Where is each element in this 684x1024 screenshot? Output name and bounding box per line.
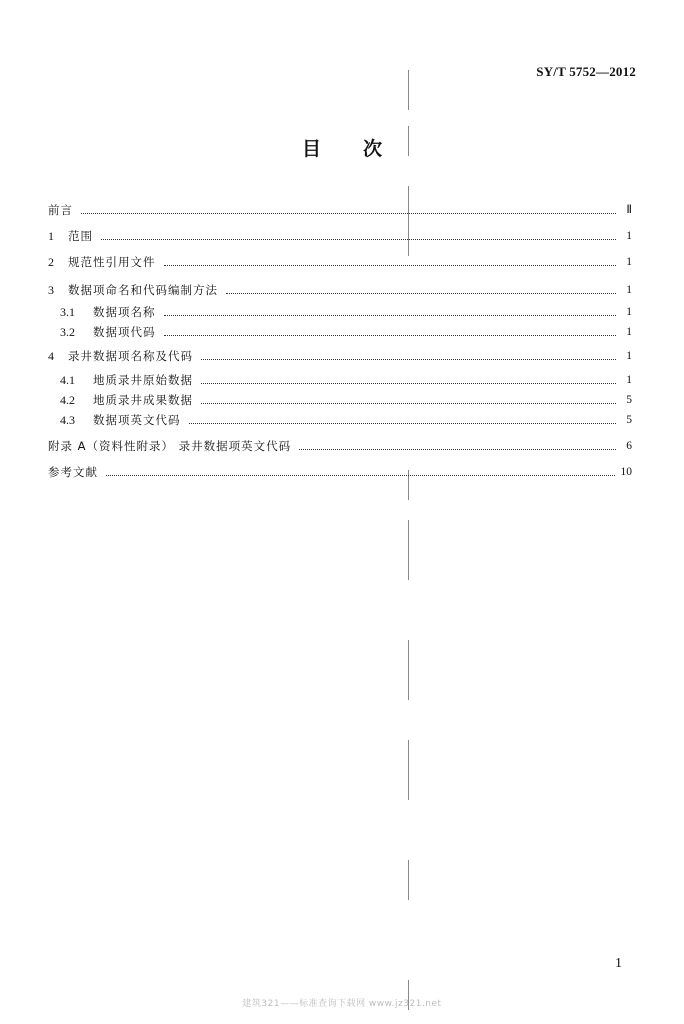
toc-label: 地质录井成果数据: [93, 393, 193, 407]
watermark: 建筑321——标准查询下载网 www.jz321.net: [242, 999, 442, 1009]
title-char-2: 次: [363, 138, 383, 160]
toc-number: 3: [48, 283, 54, 297]
toc-label: 数据项命名和代码编制方法: [68, 283, 218, 297]
toc-page: 5: [626, 414, 632, 426]
toc-page: 10: [620, 466, 632, 478]
toc-page: 1: [626, 306, 632, 318]
dot-leader: [164, 315, 617, 316]
toc-entry-4-3[interactable]: [60, 410, 632, 428]
toc-label: 规范性引用文件: [68, 255, 156, 269]
dot-leader: [101, 239, 616, 240]
toc-entry-4[interactable]: [48, 346, 632, 364]
dot-leader: [164, 265, 617, 266]
toc-number: 2: [48, 255, 54, 269]
toc-label: 前言: [48, 203, 73, 217]
toc-number: 4.2: [60, 393, 75, 407]
toc-entry-foreword[interactable]: [48, 200, 632, 218]
dot-leader: [81, 213, 616, 214]
toc-page: Ⅱ: [626, 204, 632, 216]
toc-page: 1: [626, 326, 632, 338]
toc-entry-4-1[interactable]: [60, 370, 632, 388]
toc-page: 5: [626, 394, 632, 406]
toc-number: 3.1: [60, 305, 75, 319]
scan-line-artifact: [408, 640, 409, 700]
toc-page: 1: [626, 284, 632, 296]
dot-leader: [201, 403, 616, 404]
dot-leader: [299, 449, 616, 450]
toc-label: 数据项名称: [93, 305, 156, 319]
standard-code: SY/T 5752—2012: [536, 64, 636, 79]
toc-label: 附录 A（资料性附录） 录井数据项英文代码: [48, 439, 292, 453]
toc-page: 1: [626, 374, 632, 386]
dot-leader: [226, 293, 616, 294]
scan-line-artifact: [408, 126, 409, 156]
toc-entry-references[interactable]: [48, 462, 632, 480]
toc-number: 4.3: [60, 413, 75, 427]
page-number: 1: [615, 956, 622, 971]
toc-number: 1: [48, 229, 54, 243]
toc-entry-appendix-a[interactable]: [48, 436, 632, 454]
dot-leader: [189, 423, 617, 424]
toc-number: 4: [48, 349, 54, 363]
toc-page: 1: [626, 350, 632, 362]
toc-entry-3-1[interactable]: [60, 302, 632, 320]
toc-label: 参考文献: [48, 465, 98, 479]
scan-line-artifact: [408, 520, 409, 580]
toc-entry-1[interactable]: [48, 226, 632, 244]
toc-page: 1: [626, 256, 632, 268]
toc-label: 范围: [68, 229, 93, 243]
toc-label: 数据项代码: [93, 325, 156, 339]
dot-leader: [201, 359, 616, 360]
toc-entry-3-2[interactable]: [60, 322, 632, 340]
dot-leader: [164, 335, 617, 336]
toc-number: 4.1: [60, 373, 75, 387]
toc-label: 录井数据项名称及代码: [68, 349, 193, 363]
scan-line-artifact: [408, 70, 409, 110]
toc-entry-2[interactable]: [48, 252, 632, 270]
scan-line-artifact: [408, 860, 409, 900]
dot-leader: [106, 475, 615, 476]
title-char-1: 目: [301, 138, 321, 160]
toc-page: 6: [626, 440, 632, 452]
toc-label: 数据项英文代码: [93, 413, 181, 427]
toc-label: 地质录井原始数据: [93, 373, 193, 387]
scan-line-artifact: [408, 740, 409, 800]
toc-number: 3.2: [60, 325, 75, 339]
toc-entry-3[interactable]: [48, 280, 632, 298]
toc-entry-4-2[interactable]: [60, 390, 632, 408]
page-title: [0, 134, 684, 161]
scan-line-artifact: [408, 186, 409, 256]
toc-page: 1: [626, 230, 632, 242]
dot-leader: [201, 383, 616, 384]
